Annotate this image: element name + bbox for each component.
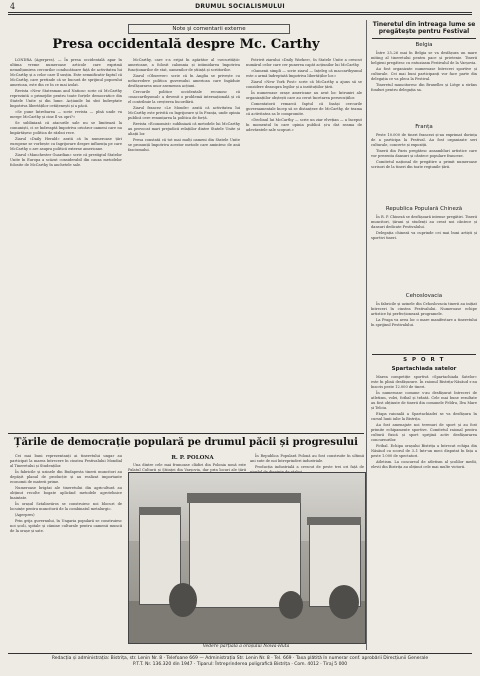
- sidebar-country-cehoslovacia: Cehoslovacia: [405, 293, 443, 299]
- paragraph: În fabricile și uzinele din Cehoslovacia tinerii au inițiat întreceri în cinstea Festivalului. Numeroase echipe artistice își perfecționează programele.: [371, 302, 477, 316]
- paragraph: Ziarul «Daily Herald» arată că în numeroase țări europene se vorbește cu îngrijorare despre influența pe care McCarthy o are asupra politicii externe americane.: [10, 137, 122, 151]
- paragraph: Se subliniază că atacurile sale nu se limitează la comuniști, ci se îndreaptă împotriva oricăror oameni care nu împărtășesc politica de război rece.: [10, 121, 122, 135]
- paragraph: (Agerpres): [15, 513, 35, 517]
- paragraph: În orașul Sztalinváros se construiesc noi blocuri de locuințe pentru muncitorii de la combinatul metalurgic.: [10, 502, 122, 511]
- paragraph: Ziarul «New York Post» scrie că McCarthy a ajuns să se considere deasupra legilor și a instituțiilor țării.: [246, 80, 362, 89]
- paragraph: Delegația chineză va cuprinde cei mai buni artiști și sportivi tineri.: [371, 231, 477, 240]
- paragraph: Etapa raională a Spartachiadei se va desfășura în cursul lunii iulie la Bistrița.: [371, 412, 477, 421]
- paragraph: Tinerii din Paris pregătesc ansambluri artistice care vor prezenta dansuri și cântece populare franceze.: [371, 149, 477, 158]
- sport-text: [371, 375, 477, 651]
- paragraph: Numeroase brigăzi ale tineretului din agricultură au obținut recolte bogate aplicând metodele agrotehnice înaintate.: [10, 486, 122, 500]
- paragraph: Comitetul național de pregătire a primit numeroase scrisori de la tineri din toate regiunile țării.: [371, 160, 477, 169]
- sidebar-title: Tineretul din întreaga lume se pregătește pentru Festival: [372, 21, 476, 35]
- paragraph: La Praga va avea loc o mare manifestare a tineretului în sprijinul Festivalului.: [371, 318, 477, 327]
- paragraph: Una dintre cele mai frumoase clădiri din Polonia nouă este Palatul Culturii și Științei din Varșovia, dar prin locuri ale țării: [128, 463, 246, 472]
- paragraph: Presa constată că tot mai mulți oameni din Statele Unite se pronunță împotriva acestor metode care amintesc de anii fascismului.: [128, 138, 240, 152]
- paragraph: Ziarul francez «Le Monde» arată că activitatea lui McCarthy este privită cu îngrijorare și în Franța, unde opinia publică cere renunțarea la politica de forță.: [128, 106, 240, 120]
- footer-rule: [8, 653, 472, 654]
- paragraph: Comentatorii remarcă faptul că însăși cercurile guvernamentale încep să se distanțeze de McCarthy, de teama că activitatea sa le compromite.: [246, 102, 362, 116]
- sidebar-text-rpc: [371, 215, 477, 290]
- paragraph: Prin grija guvernului, în Ungaria populară se construiesc noi școli, spitale și cămine culturale pentru oamenii muncii de la orașe și sate.: [10, 519, 122, 533]
- paragraph: Ziarul «Manchester Guardian» scrie că prestigiul Statelor Unite în Europa a scăzut considerabil din cauza metodelor folosite de McCarthy în anchetele sale.: [10, 153, 122, 167]
- sidebar-title-rule: [372, 38, 476, 39]
- city-photo: [128, 472, 366, 644]
- second-article-title: Țările de democrație populară pe drumul păcii și progresului: [14, 437, 358, 448]
- paragraph: Atletism. La concursul de atletism al școlilor medii, elevii din Bistrița au obținut cele mai multe victorii.: [371, 460, 477, 469]
- paragraph: «Oamenii simpli — scrie ziarul — înțeleg că maccarthysmul este o armă îndreptată împotriva libertăților lor.»: [246, 69, 362, 78]
- footer-line2: P.T.T. Nr. 136.320 din 1947 · Tiparul: Întreprinderea poligrafică Bistrița · Com. 4012 · Tiraj 5 000: [132, 662, 348, 667]
- paragraph: În R. P. Chineză se desfășoară intense pregătiri. Tinerii muncitori, țărani și studenți au creat noi cântece și dansuri dedicate Festivalului.: [371, 215, 477, 229]
- main-article-col3: [246, 58, 362, 428]
- sport-heading: S P O R T: [403, 357, 445, 363]
- sport-rule: [372, 354, 476, 355]
- second-article-subhead: R. P. POLONA: [171, 455, 214, 461]
- paragraph: Tineretul muncitoresc din Bruxelles și Liège a strâns fonduri pentru delegația sa.: [371, 83, 477, 92]
- sidebar-text-cehoslovacia: [371, 302, 477, 352]
- footer-line1: Redacția și administrația: Bistrița, str. Lenin Nr. 8 · Telefoane 669 — Administrația Str. Lenin Nr. 8 · Tel. 669 · Taxa plătită în numerar conf. aprobării Direcțiunii Generale: [51, 656, 429, 661]
- sport-title: Spartachiada satelor: [391, 366, 457, 372]
- paragraph: Au fost amenajate noi terenuri de sport și au fost primite echipamente sportive. Comitetul raional pentru cultură fizică și sport sprijină activ desfășurarea concursurilor.: [371, 423, 477, 442]
- paragraph: Revista «Economist» subliniază că metodele lui McCarthy au provocat mari prejudicii relațiilor dintre Statele Unite și aliații lor.: [128, 122, 240, 136]
- sidebar-country-franta: Franța: [415, 124, 433, 130]
- paragraph: Cercurile politice occidentale recunosc că «maccarthysmul» a devenit o problemă internațională și că el contribuie la creșterea încordării.: [128, 90, 240, 104]
- second-article-col3: [250, 454, 364, 470]
- sidebar-divider: [366, 20, 367, 650]
- header-rule: [8, 12, 472, 13]
- sidebar-country-belgia: Belgia: [415, 42, 433, 48]
- second-article-col2: [128, 463, 246, 471]
- header-rule-2: [8, 14, 472, 15]
- paragraph: Au fost organizate numeroase întreceri sportive și culturale. Cei mai buni participanți vor face parte din delegația ce va pleca la Festival.: [371, 67, 477, 81]
- paragraph: Între 25–26 mai în Belgia se va desfășura un mare miting al tineretului pentru pace și prietenie. Tinerii belgieni pregătesc cu entuziasm Festivalul de la Varșovia.: [371, 51, 477, 65]
- paragraph: Producția industrială a crescut de peste trei ori față de: [255, 465, 364, 469]
- main-article-col1: [10, 58, 122, 428]
- paragraph: Fotbal. Echipa orașului Bistrița a întrecut echipa din Năsăud cu scorul de 3–1 într-un meci disputat în fața a peste 1.000 de spectatori.: [371, 444, 477, 458]
- page-number: 4: [10, 2, 16, 11]
- second-article-col1: [10, 454, 122, 650]
- paragraph: În numeroase orașe americane au avut loc întruniri ale organizațiilor obștești care au cerut încetarea persecuțiilor.: [246, 91, 362, 100]
- paragraph: În numeroase comune s-au desfășurat întreceri de atletism, volei, fotbal și trântă. Cele mai bune rezultate au fost obținute de tinerii din comunele Feldru, Ilva Mare și Telciu.: [371, 391, 477, 410]
- paragraph: McCarthy, care s-a erijat în apărător al «securității» americane, a folosit calomnia și intimidarea împotriva funcționarilor de stat, oamenilor de știință și scriitorilor.: [128, 58, 240, 72]
- paragraph: Potrivit ziarului «Daily Worker», în Statele Unite a crescut numărul celor care cer punerea capăt acțiunilor lui McCarthy.: [246, 58, 362, 67]
- section-heading: Note şi comentarii externe: [128, 24, 290, 34]
- paragraph: Cei mai buni reprezentanți ai tineretului ungar au participat la marea întrecere în cinstea Festivalului Mondial al Tineretului și Studenților.: [10, 454, 122, 468]
- newspaper-name: DRUMUL SOCIALISMULUI: [195, 3, 285, 10]
- footer: [0, 656, 480, 668]
- paragraph: «Se pune întrebarea — scrie revista — pînă unde va merge McCarthy și cine îl va opri?»: [10, 110, 122, 119]
- paragraph: În Republica Populară Polonă au fost construite în ultimii ani sute de noi întreprinderi industriale.: [250, 454, 364, 463]
- photo-caption: Vedere parțială a orașului Nowa-Huta: [202, 644, 290, 649]
- paragraph: «Declinul lui McCarthy — scrie un ziar elvețian — a început în momentul în care opinia publică și-a dat seama de adevăratele sale scopuri.»: [246, 118, 362, 132]
- paragraph: Ziarul «Observer» scrie că în Anglia se privește cu neîncredere politica guvernului american care îngăduie desfășurarea unor asemenea acțiuni.: [128, 74, 240, 88]
- second-article-rule: [8, 433, 364, 434]
- main-article-title: Presa occidentală despre Mc. Carthy: [52, 37, 320, 52]
- paragraph: LONDRA (Agerpres). — În presa occidentală apar în ultima vreme numeroase articole care exprimă nemulțumirea cercurilor conducătoare față de activitatea lui McCarthy și a celor care îl susțin. Este semnificativ faptul că McCarthy, care pretinde că se bucură de sprijinul poporului american, este din ce în ce mai izolat.: [10, 58, 122, 87]
- paragraph: Marea competiție sportivă «Spartachiada Satelor» este în plină desfășurare. În raionul Bistrița-Năsăud s-au înscris peste 12.000 de tineri.: [371, 375, 477, 389]
- sidebar-country-rpc: Republica Populară Chineză: [385, 206, 463, 212]
- sidebar-text-franta: [371, 133, 477, 203]
- paragraph: În fabricile și uzinele din Budapesta tinerii muncitori au depășit planul de producție și au realizat importante economii de materii prime.: [10, 470, 122, 484]
- sidebar-text-belgia: [371, 51, 477, 121]
- main-article-col2: [128, 58, 240, 428]
- paragraph: Revista «New Statesman and Nation» scrie că McCarthy reprezintă o primejdie pentru toate forțele democratice din Statele Unite și din lume. Acțiunile lui sînt îndreptate împotriva libertăților cetățenești și a păcii.: [10, 89, 122, 108]
- paragraph: Peste 10.000 de tineri francezi și-au exprimat dorința de a participa la Festival. Au fost organizate seri culturale, concerte și expoziții.: [371, 133, 477, 147]
